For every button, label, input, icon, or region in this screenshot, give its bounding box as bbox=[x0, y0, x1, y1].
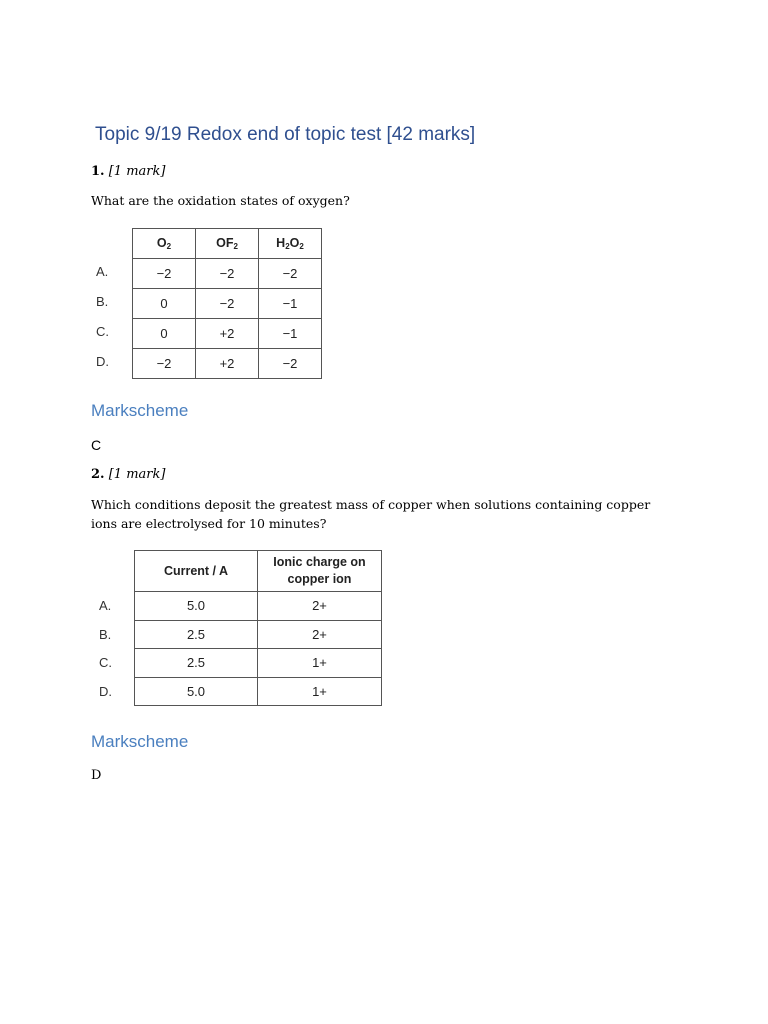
table-cell: 1+ bbox=[258, 677, 382, 706]
table-row bbox=[135, 677, 382, 706]
table-row bbox=[133, 319, 322, 349]
table-cell: 0 bbox=[133, 289, 196, 319]
table-cell: 0 bbox=[133, 319, 196, 349]
table-cell: −1 bbox=[259, 319, 322, 349]
table-cell: 2.5 bbox=[135, 649, 258, 678]
table-cell: −2 bbox=[133, 349, 196, 379]
question-marks: [1 mark] bbox=[108, 467, 166, 482]
table-cell: 5.0 bbox=[135, 592, 258, 621]
question-1-header bbox=[91, 164, 165, 179]
option-label: A. bbox=[96, 264, 109, 279]
table-cell: 1+ bbox=[258, 649, 382, 678]
table-cell: −2 bbox=[196, 259, 259, 289]
table-cell: 2+ bbox=[258, 620, 382, 649]
table-cell: −2 bbox=[259, 349, 322, 379]
header-of2: $OF_2$ bbox=[196, 229, 259, 259]
table-row bbox=[133, 259, 322, 289]
table-cell: −1 bbox=[259, 289, 322, 319]
header-current: Current / A bbox=[135, 551, 258, 592]
question-number: 2. bbox=[91, 467, 105, 482]
markscheme-answer: C bbox=[91, 437, 102, 453]
header-h2o2: $H_2O_2$ bbox=[259, 229, 322, 259]
header-ionic-charge: Ionic charge on copper ion bbox=[258, 551, 382, 592]
table-row bbox=[133, 349, 322, 379]
option-label: C. bbox=[99, 655, 112, 670]
markscheme-heading: Markscheme bbox=[91, 401, 189, 420]
table-cell: 2+ bbox=[258, 592, 382, 621]
table-cell: −2 bbox=[133, 259, 196, 289]
option-label: C. bbox=[96, 324, 109, 339]
question-number: 1. bbox=[91, 164, 105, 179]
option-label: D. bbox=[96, 354, 109, 369]
table-row bbox=[135, 649, 382, 678]
table-cell: −2 bbox=[196, 289, 259, 319]
table-cell: +2 bbox=[196, 319, 259, 349]
table-row bbox=[135, 592, 382, 621]
option-label: B. bbox=[96, 294, 109, 309]
table-header-row bbox=[133, 229, 322, 259]
option-label: A. bbox=[99, 598, 112, 613]
header-o2: $O_2$ bbox=[133, 229, 196, 259]
table-header-row bbox=[135, 551, 382, 592]
question-1-text: What are the oxidation states of oxygen? bbox=[91, 193, 350, 208]
markscheme-answer: D bbox=[91, 768, 102, 783]
table-row bbox=[133, 289, 322, 319]
table-cell: −2 bbox=[259, 259, 322, 289]
table-row bbox=[135, 620, 382, 649]
markscheme-heading: Markscheme bbox=[91, 732, 189, 751]
oxidation-states-table bbox=[132, 228, 322, 379]
question-2-header bbox=[91, 467, 165, 482]
question-marks: [1 mark] bbox=[108, 164, 166, 179]
question-2-text: Which conditions deposit the greatest mass of copper when solutions containing copper ions are electrolysed for 10 minutes? bbox=[91, 497, 651, 531]
option-label: D. bbox=[99, 684, 112, 699]
page-title: Topic 9/19 Redox end of topic test [42 marks] bbox=[95, 124, 476, 145]
table-cell: 5.0 bbox=[135, 677, 258, 706]
table-cell: 2.5 bbox=[135, 620, 258, 649]
electrolysis-table bbox=[134, 550, 382, 706]
table-cell: +2 bbox=[196, 349, 259, 379]
option-label: B. bbox=[99, 627, 112, 642]
